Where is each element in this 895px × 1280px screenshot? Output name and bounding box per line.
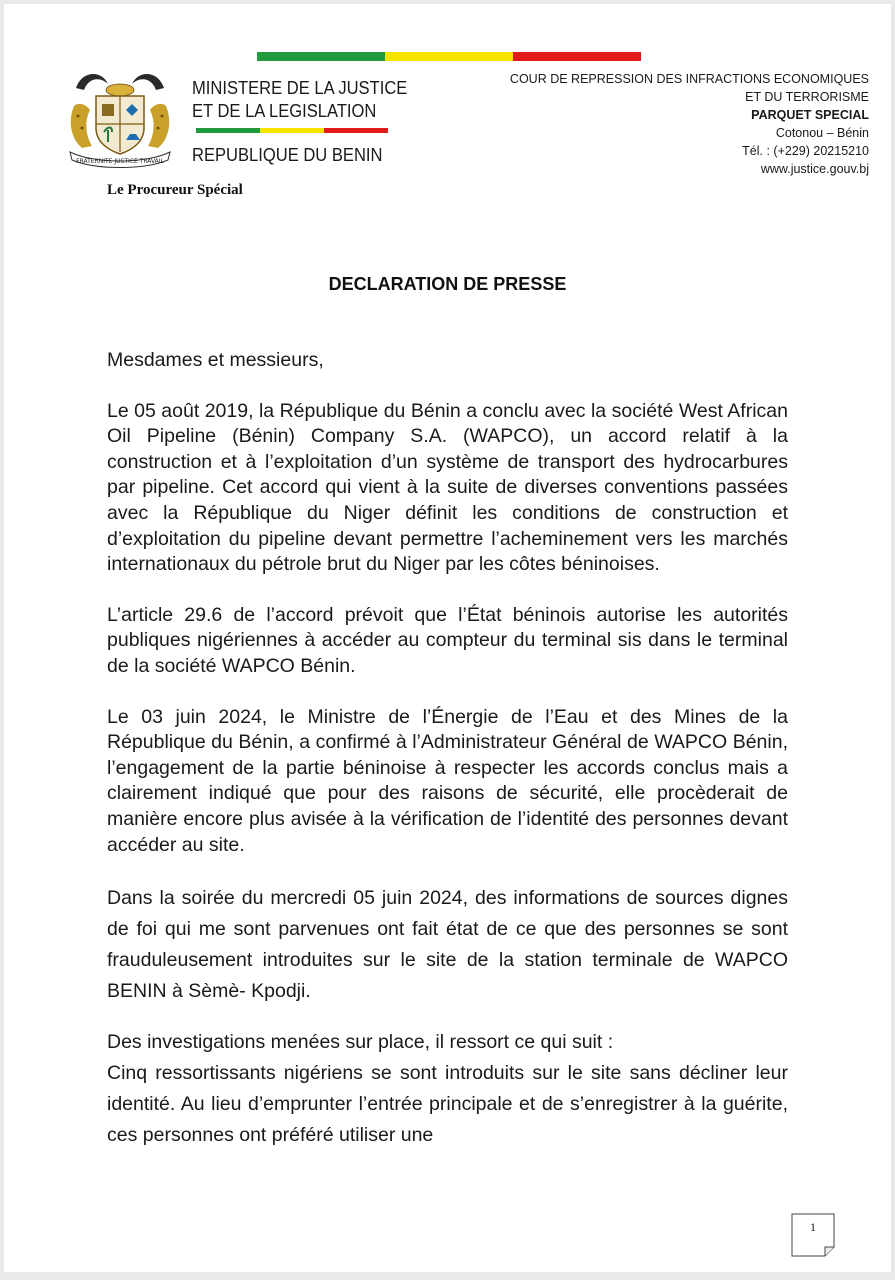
mini-flag-green [196, 128, 260, 133]
paragraph-4: Dans la soirée du mercredi 05 juin 2024, des informations de sources dignes de foi qui me sont parvenues ont fait état de ce que des personnes se sont frauduleusement introduites sur le site de la station terminale de WAPCO BENIN à Sèmè- Kpodji. [107, 887, 788, 1003]
court-line-1: COUR DE REPRESSION DES INFRACTIONS ECONOMIQUES [509, 72, 869, 86]
mini-flag-yellow [260, 128, 324, 133]
ministry-name [192, 77, 407, 123]
ministry-flag-bar [196, 128, 388, 133]
court-header [489, 70, 869, 178]
flag-green-stripe [257, 52, 385, 61]
page-number: 1 [810, 1220, 816, 1234]
paragraph-1: Le 05 août 2019, la République du Bénin a conclu avec la société West African Oil Pipeline (Bénin) Company S.A. (WAPCO), un accord relatif à la construction et à l’exploitation d’un système de transport des hydrocarbures par pipeline. Cet accord qui vient à la suite de diverses conventions passées avec la République du Niger définit les conditions de construction et d’exploitation du pipeline devant permettre l’acheminement vers les marchés internationaux du pétrole brut du Niger par les côtes béninoises. [107, 399, 788, 576]
paragraph-2: L’article 29.6 de l’accord prévoit que l’État béninois autorise les autorités publiques nigériennes à accéder au compteur du terminal sis dans le terminal de la société WAPCO Bénin. [107, 603, 788, 677]
court-city: Cotonou – Bénin [775, 126, 869, 140]
document-body [107, 348, 788, 1151]
seal-motto: FRATERNITE JUSTICE TRAVAIL [76, 158, 164, 165]
court-phone: Tél. : (+229) 20215210 [742, 144, 869, 158]
court-website: www.justice.gouv.bj [760, 162, 869, 176]
flag-red-stripe [513, 52, 641, 61]
signatory-title: Le Procureur Spécial [107, 182, 243, 198]
paragraph-3: Le 03 juin 2024, le Ministre de l’Énergie de l’Eau et des Mines de la République du Bénin, a confirmé à l’Administrateur Général de WAPCO Bénin, l’engagement de la partie béninoise à respecter les accords conclus mais a clairement indiqué que pour des raisons de sécurité, elle procèderait de manière encore plus avisée à la vérification de l’identité des personnes devant accéder au site. [107, 705, 788, 856]
paragraph-6: Cinq ressortissants nigériens se sont introduits sur le site sans décliner leur identité. Au lieu d’emprunter l’entrée principale et de s’enregistrer à la guérite, ces personnes ont préféré utiliser une [107, 1062, 788, 1147]
court-line-2: ET DU TERRORISME [745, 90, 869, 104]
ministry-line-2: ET DE LA LEGISLATION [192, 101, 377, 121]
paragraph-5: Des investigations menées sur place, il ressort ce qui suit : [107, 1031, 614, 1054]
republic-name: REPUBLIQUE DU BENIN [192, 145, 383, 165]
court-line-3: PARQUET SPECIAL [751, 108, 869, 122]
coat-of-arms-icon [64, 66, 176, 172]
greeting: Mesdames et messieurs, [107, 349, 324, 371]
flag-yellow-stripe [385, 52, 513, 61]
flag-bar [257, 52, 641, 61]
document-page [4, 4, 891, 1272]
page-number-box [791, 1213, 835, 1257]
document-title: DECLARATION DE PRESSE [328, 274, 567, 294]
mini-flag-red [324, 128, 388, 133]
ministry-line-1: MINISTERE DE LA JUSTICE [192, 78, 408, 98]
